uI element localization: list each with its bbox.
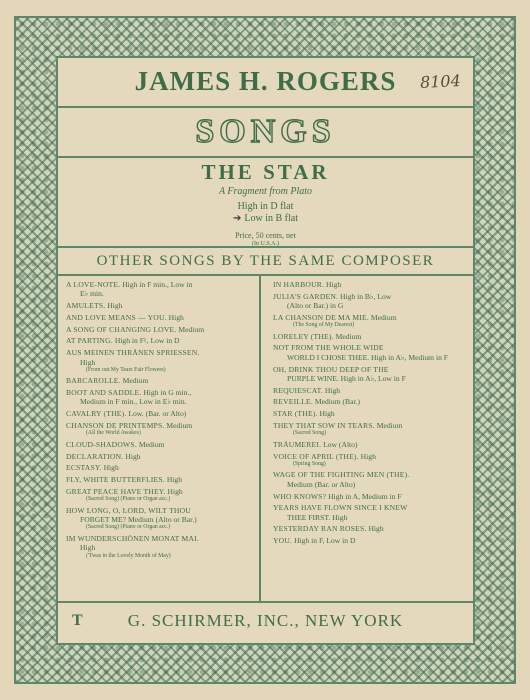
song-voicing-continued: THEE FIRST. High (287, 512, 348, 522)
song-title: CHANSON DE PRINTEMPS. (66, 421, 165, 431)
song-list-item (273, 421, 464, 437)
song-title: YESTERDAY RAN ROSES. (273, 524, 367, 534)
song-voicing-continued: FORGET ME? Medium (Alto or Bar.) (80, 515, 197, 525)
song-list-item (66, 463, 255, 472)
song-voicing: Medium (122, 376, 149, 386)
song-voicing: High (324, 385, 341, 395)
song-note: (From out My Tears Fair Flowers) (86, 366, 166, 373)
song-voicing: High (168, 312, 184, 322)
song-title: REQUIESCAT. (273, 385, 323, 395)
song-voicing: High in B♭, Low (340, 291, 392, 301)
song-list-item (273, 332, 464, 341)
handwritten-catalog-number: 8104 (419, 70, 462, 93)
song-voicing-continued: E♭ min. (80, 289, 104, 299)
song-voicing: High (107, 301, 123, 311)
song-voicing-continued: High (80, 357, 96, 367)
song-voicing-continued: Medium in F min., Low in E♭ min. (80, 397, 187, 407)
title-panel (58, 58, 473, 248)
song-voicing: High (125, 451, 141, 461)
song-voicing: Medium (376, 421, 403, 431)
song-title: NOT FROM THE WHOLE WIDE (273, 343, 384, 353)
song-note: ('Twas in the Lovely Month of May) (86, 552, 171, 559)
song-title: BOOT AND SADDLE. (66, 388, 142, 398)
song-list-item (273, 313, 464, 329)
voice-option-low (58, 213, 473, 225)
song-title: HOW LONG, O, LORD, WILT THOU (66, 505, 191, 515)
song-note: (Sacred Song) (Piano or Organ acc.) (86, 496, 171, 503)
pointing-arrow-icon: ➔ (233, 213, 242, 224)
song-voicing: High in A, Medium in F (328, 491, 402, 501)
price-note: (In U.S.A.) (252, 241, 279, 247)
song-title: THEY THAT SOW IN TEARS. (273, 421, 375, 431)
song-catalog (58, 276, 473, 602)
song-voicing: Medium (Bar.) (314, 397, 361, 407)
featured-song-title: THE STAR (201, 160, 330, 184)
series-title: SONGS (195, 113, 336, 150)
song-list-item (66, 301, 255, 310)
song-title: YOU. (273, 536, 293, 546)
song-list-item (273, 440, 464, 449)
song-voicing: High (167, 487, 183, 497)
song-voicing-continued: Medium (Bar. or Alto) (287, 479, 356, 489)
song-list-item (273, 536, 464, 545)
song-title: STAR (THE). (273, 409, 318, 419)
song-note: (Spring Song) (293, 460, 326, 467)
song-list-item (66, 313, 255, 322)
song-list-item (66, 336, 255, 345)
song-list-item (66, 325, 255, 334)
song-list-item (66, 348, 255, 374)
song-title: AND LOVE MEANS — YOU. (66, 312, 167, 322)
song-list-item (273, 386, 464, 395)
song-voicing: High in G min., (143, 388, 192, 398)
song-title: A SONG OF CHANGING LOVE. (66, 324, 177, 334)
edition-letter: T (72, 612, 83, 629)
song-title: CAVALRY (THE). (66, 409, 127, 419)
song-list-left (58, 276, 261, 602)
song-voicing: High in F min., Low in (122, 280, 193, 289)
song-list-item (66, 376, 255, 385)
song-title: LA CHANSON DE MA MIE. (273, 312, 369, 322)
song-title: DECLARATION. (66, 451, 124, 461)
song-list-item (273, 470, 464, 489)
cover-panel (56, 56, 475, 645)
song-title: GREAT PEACE HAVE THEY. (66, 487, 166, 497)
price-block (58, 231, 473, 249)
series-banner (58, 106, 473, 158)
song-title: AMULETS. (66, 301, 106, 311)
song-list-item (66, 409, 255, 418)
song-voicing: Medium (178, 324, 205, 334)
song-list-item (273, 343, 464, 362)
song-voicing-continued: High (80, 543, 96, 553)
song-title: FLY, WHITE BUTTERFLIES. (66, 475, 165, 485)
song-voicing: High (166, 475, 182, 485)
voice-option-high: High in D flat (237, 201, 294, 212)
song-voicing: Low (Alto) (323, 439, 358, 449)
song-voicing: High (368, 524, 384, 534)
song-title: BARCAROLLE. (66, 376, 121, 386)
song-note: (The Song of My Dearest) (293, 322, 355, 329)
song-list-item (66, 506, 255, 532)
song-title: YEARS HAVE FLOWN SINCE I KNEW (273, 503, 408, 513)
song-list-item (66, 487, 255, 503)
song-note: (Sacred Song) (Piano or Organ acc.) (86, 524, 171, 531)
song-list-item (273, 292, 464, 311)
song-voicing: High (360, 451, 376, 461)
song-title: ECSTASY. (66, 463, 102, 473)
featured-subtitle: A Fragment from Plato (218, 186, 313, 197)
song-voicing: High (319, 409, 335, 419)
song-title: AUS MEINEN THRÄNEN SPRIESSEN. (66, 348, 200, 358)
song-voicing: Low. (Bar. or Alto) (128, 409, 187, 419)
song-list-item (273, 503, 464, 522)
song-voicing: Medium (138, 439, 165, 449)
song-list-item (273, 365, 464, 384)
song-voicing: Medium (166, 421, 193, 431)
song-title: WHO KNOWS? (273, 491, 327, 501)
song-voicing: High in F♮, Low in D (114, 336, 180, 346)
song-list-item (273, 280, 464, 289)
song-title: A LOVE-NOTE. (66, 280, 121, 289)
song-list-item (273, 452, 464, 468)
song-list-right (265, 276, 468, 602)
song-title: OH, DRINK THOU DEEP OF THE (273, 364, 389, 374)
voice-options (58, 201, 473, 225)
song-list-item (66, 388, 255, 407)
song-voicing-continued: PURPLE WINE. High in A♭, Low in F (287, 373, 406, 383)
publisher-name: G. SCHIRMER, INC., NEW YORK (127, 611, 404, 630)
song-title: JULIA'S GARDEN. (273, 291, 339, 301)
song-voicing: Medium (370, 312, 397, 322)
price-text: Price, 50 cents, net (235, 231, 296, 240)
song-title: IN HARBOUR. (273, 280, 325, 289)
song-list-item (66, 280, 255, 299)
song-voicing: High (326, 280, 342, 289)
song-note: (Sacred Song) (293, 430, 327, 437)
song-title: AT PARTING. (66, 336, 113, 346)
song-voicing: High (103, 463, 119, 473)
song-list-item (66, 534, 255, 560)
publisher-footer (58, 601, 473, 643)
song-list-item (273, 397, 464, 406)
song-list-item (273, 409, 464, 418)
composer-name: JAMES H. ROGERS (134, 66, 397, 96)
song-title: CLOUD-SHADOWS. (66, 439, 137, 449)
song-list-item (66, 452, 255, 461)
song-voicing-continued: (Alto or Bar.) in G (287, 301, 344, 311)
song-title: TRÄUMEREI. (273, 439, 322, 449)
song-list-item (66, 475, 255, 484)
song-title: IM WUNDERSCHÖNEN MONAT MAI. (66, 533, 199, 543)
song-voicing: Medium (335, 331, 362, 341)
voice-option-low-label: Low in B flat (244, 213, 298, 224)
song-list-item (273, 524, 464, 533)
song-title: VOICE OF APRIL (THE). (273, 451, 359, 461)
song-voicing: High in F, Low in D (294, 536, 356, 546)
song-note: (All the World Awakes) (86, 430, 141, 437)
other-songs-heading: OTHER SONGS BY THE SAME COMPOSER (58, 248, 473, 276)
song-title: REVEILLE. (273, 397, 313, 407)
song-list-item (66, 421, 255, 437)
song-voicing-continued: WORLD I CHOSE THEE. High in A♭, Medium in F (287, 352, 449, 362)
song-title: LORELEY (THE). (273, 331, 334, 341)
song-list-item (66, 440, 255, 449)
song-title: WAGE OF THE FIGHTING MEN (THE). (273, 470, 410, 480)
song-list-item (273, 492, 464, 501)
